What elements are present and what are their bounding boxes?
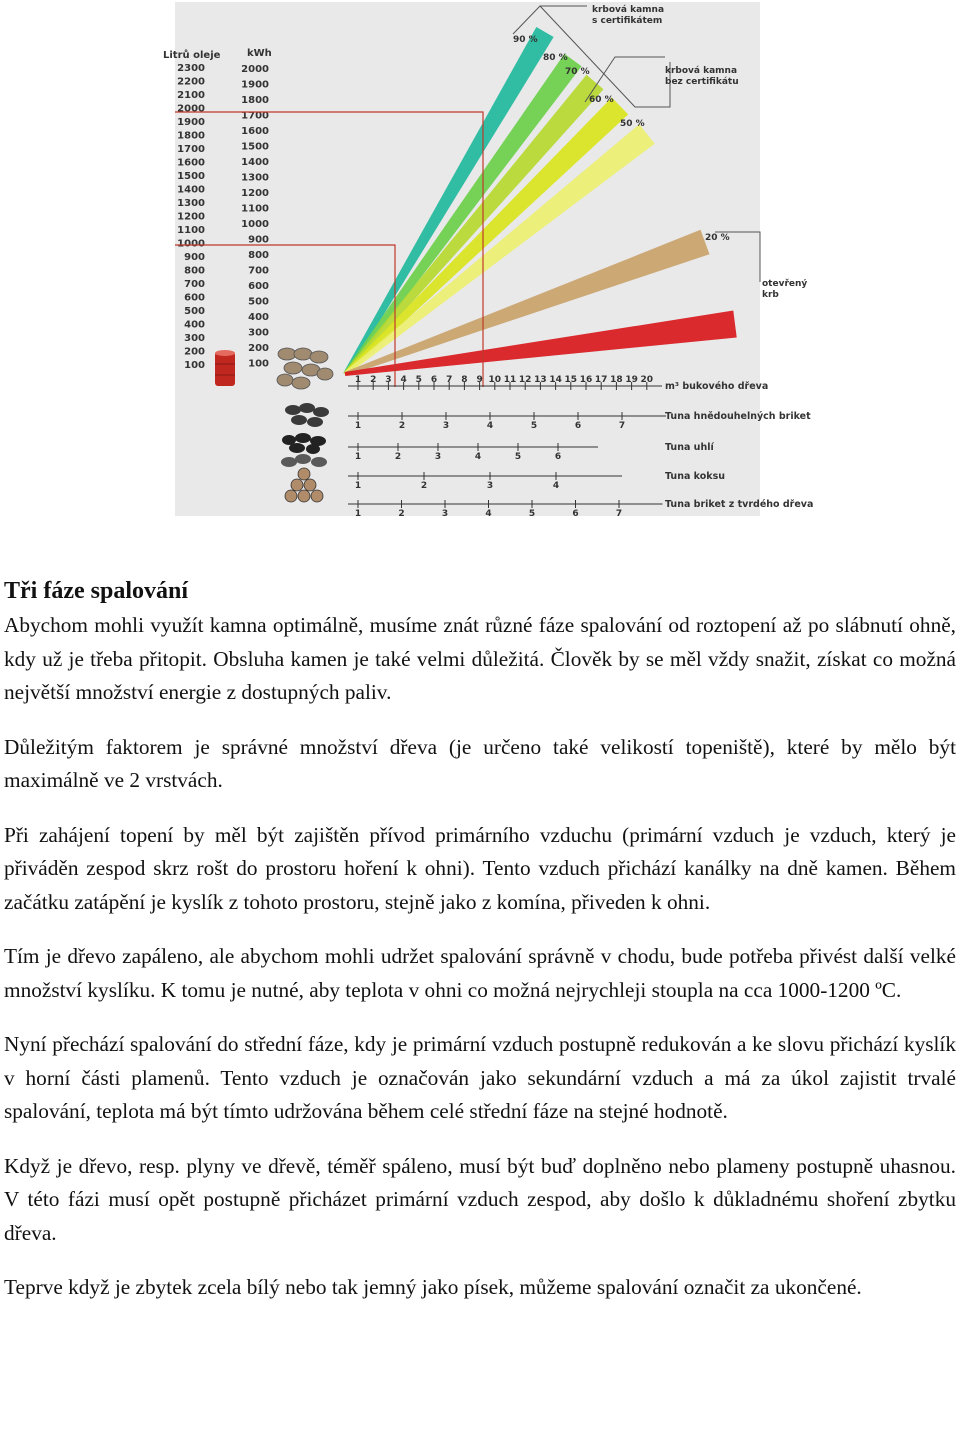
kwh-scale-tick: 100: [248, 358, 269, 370]
open-fireplace-label-line2: krb: [762, 290, 779, 300]
paragraph-1: Abychom mohli využít kamna optimálně, musíme znát různé fáze spalování od roztopení až po slábnutí ohně, kdy už je třeba přitopit. Obsluha kamen je také velmi důležitá. Člověk by se měl vždy snažit, získat co možná největší množství energie z dostupných paliv.: [4, 613, 956, 704]
fuel-row-tick-label: 1: [354, 509, 362, 519]
kwh-scale-tick: 1600: [241, 126, 269, 137]
oil-scale-tick: 1400: [177, 184, 205, 196]
kwh-scale-tick: 800: [248, 250, 269, 261]
paragraph-2: Důležitým faktorem je správné množství dřeva (je určeno také velikostí topeniště), které by mělo být maximálně ve 2 vrstvách.: [4, 734, 956, 792]
fuel-row-tick-label: 7: [615, 509, 623, 519]
oil-scale-tick: 500: [184, 306, 205, 317]
efficiency-percent-label: 90 %: [513, 35, 538, 45]
oil-scale-tick: 1800: [177, 130, 205, 142]
fuel-energy-figure: [163, 2, 815, 519]
oil-barrel-icon: [215, 350, 235, 386]
efficiency-percent-label: 60 %: [589, 95, 614, 105]
kwh-scale-tick: 1500: [241, 141, 269, 153]
fuel-row-label: Tuna hnědouhelných briket: [665, 411, 811, 422]
fuel-row-tick-label: 9: [476, 375, 483, 385]
fuel-row-tick-label: 6: [572, 509, 579, 519]
oil-scale-tick: 2100: [177, 90, 205, 101]
fuel-row-tick-label: 4: [474, 452, 482, 462]
fuel-energy-diagram: [163, 2, 815, 519]
oil-scale-tick: 2200: [177, 76, 205, 88]
fuel-row-tick-label: 2: [420, 481, 428, 491]
kwh-scale-tick: 1300: [241, 172, 269, 184]
fuel-row-tick-label: 4: [552, 481, 560, 491]
oil-scale-tick: 400: [184, 319, 205, 331]
paragraph-3: Při zahájení topení by měl být zajištěn přívod primárního vzduchu (primární vzduch je vzduch, který je přiváděn zespod skrz rošt do prostoru hoření k ohni). Tento vzduch přichází kanálky na dně kamen. Během začátku zatápění je kyslík z tohoto prostoru, stejně jako z komína, přiveden k ohni.: [4, 822, 956, 914]
fuel-row-label: Tuna koksu: [665, 471, 726, 482]
fuel-row-tick-label: 2: [370, 375, 377, 385]
paragraph-6: Když je dřevo, resp. plyny ve dřevě, téměř spáleno, musí být buď doplněno nebo plameny postupně uhasnou. V této fázi musí opět postupně přicházet primární vzduch zespod, aby došlo k důkladnému shoření zbytku dřeva.: [4, 1153, 956, 1245]
fuel-row-tick-label: 18: [610, 375, 623, 385]
efficiency-percent-label: 20 %: [705, 233, 730, 243]
fuel-row-tick-label: 1: [354, 421, 362, 431]
kwh-scale-tick: 600: [248, 281, 269, 292]
fuel-row-tick-label: 15: [564, 375, 578, 385]
oil-scale-tick: 1500: [177, 171, 205, 182]
fuel-row-tick-label: 14: [549, 375, 562, 385]
fuel-row-tick-label: 2: [398, 509, 405, 519]
open-fireplace-label-line1: otevřený: [762, 279, 808, 289]
oil-scale-tick: 800: [184, 265, 205, 277]
fuel-row-tick-label: 5: [514, 452, 522, 462]
fuel-row-tick-label: 6: [574, 421, 582, 431]
fuel-row-tick-label: 5: [530, 421, 538, 431]
fuel-row-tick-label: 4: [486, 421, 494, 431]
efficiency-percent-label: 50 %: [620, 119, 645, 129]
oil-scale-tick: 200: [184, 346, 205, 358]
kwh-scale-tick: 500: [248, 296, 269, 308]
article-heading: Tři fáze spalování: [4, 578, 188, 604]
oil-scale-tick: 1100: [177, 225, 205, 236]
fuel-row-tick-label: 20: [640, 375, 654, 385]
oil-scale-tick: 1000: [177, 238, 205, 250]
fuel-row-tick-label: 1: [354, 481, 362, 491]
fuel-row-tick-label: 6: [430, 375, 438, 385]
fuel-row-tick-label: 4: [400, 375, 407, 385]
paragraph-4: Tím je dřevo zapáleno, ale abychom mohli udržet spalování správně v chodu, bude potřeba přivést další velké množství kyslíku. K tomu je nutné, aby teplota v ohni co možná nejrychleji stoupla na cca 1000-1200 ºC.: [4, 944, 956, 1002]
article: [4, 575, 956, 1326]
oil-scale-tick: 600: [184, 292, 205, 304]
kwh-scale-tick: 900: [248, 234, 269, 246]
certified-label-line2: s certifikátem: [592, 16, 663, 26]
fuel-row-tick-label: 4: [485, 509, 492, 519]
kwh-scale-tick: 300: [248, 327, 269, 339]
fuel-row-tick-label: 5: [415, 375, 422, 385]
fuel-row-tick-label: 3: [486, 481, 494, 491]
kwh-scale-tick: 200: [248, 343, 269, 354]
oil-scale-tick: 1900: [177, 117, 205, 128]
efficiency-percent-label: 80 %: [543, 53, 568, 63]
oil-scale-tick: 1700: [177, 144, 205, 155]
paragraph-7: Teprve když je zbytek zcela bílý nebo tak jemný jako písek, můžeme spalování označit za ukončené.: [4, 1275, 862, 1299]
oil-scale-tick: 1300: [177, 198, 205, 209]
fuel-row-label: Tuna uhlí: [665, 442, 714, 453]
fuel-row-tick-label: 5: [528, 509, 536, 519]
kwh-scale-tick: 1400: [241, 157, 269, 168]
oil-scale-tick: 1600: [177, 157, 205, 169]
kwh-scale-tick: 1900: [241, 79, 269, 91]
kwh-scale-tick: 1800: [241, 95, 269, 106]
oil-scale-tick: 300: [184, 333, 205, 344]
efficiency-percent-label: 70 %: [565, 67, 590, 77]
kwh-scale-tick: 1700: [241, 110, 269, 122]
fuel-row-tick-label: 7: [446, 375, 453, 385]
fuel-row-tick-label: 7: [618, 421, 626, 431]
kwh-scale-tick: 700: [248, 265, 269, 277]
oil-scale-tick: 100: [184, 360, 205, 371]
kwh-scale-tick: 1000: [241, 219, 269, 230]
fuel-row-label: Tuna briket z tvrdého dřeva: [665, 499, 814, 510]
fuel-row-tick-label: 12: [518, 375, 532, 385]
fuel-row-tick-label: 1: [354, 452, 362, 462]
fuel-row-tick-label: 8: [461, 375, 468, 385]
fuel-row-tick-label: 6: [554, 452, 562, 462]
fuel-row-tick-label: 17: [594, 375, 608, 385]
oil-scale-header: Litrů oleje: [163, 50, 221, 61]
oil-scale-tick: 900: [184, 252, 205, 263]
fuel-row-tick-label: 1: [354, 375, 362, 385]
uncertified-label-line2: bez certifikátu: [665, 77, 739, 87]
fuel-row-tick-label: 2: [394, 452, 402, 462]
kwh-scale-tick: 2000: [241, 64, 269, 75]
fuel-row-label: m³ bukového dřeva: [665, 381, 769, 392]
fuel-row-tick-label: 3: [385, 375, 392, 385]
kwh-scale-tick: 400: [248, 312, 269, 323]
oil-scale-tick: 1200: [177, 211, 205, 223]
fuel-row-tick-label: 13: [534, 375, 547, 385]
fuel-row-tick-label: 16: [579, 375, 593, 385]
fuel-row-tick-label: 10: [488, 375, 502, 385]
oil-scale-tick: 2300: [177, 63, 205, 74]
certified-label-line1: krbová kamna: [592, 5, 665, 15]
fuel-row-tick-label: 2: [398, 421, 406, 431]
oil-scale-tick: 700: [184, 279, 205, 290]
oil-scale-tick: 2000: [177, 103, 205, 115]
kwh-scale-tick: 1100: [241, 203, 269, 215]
fuel-row-tick-label: 3: [441, 509, 449, 519]
uncertified-label-line1: krbová kamna: [665, 66, 738, 76]
fuel-row-tick-label: 19: [625, 375, 638, 385]
kwh-scale-tick: 1200: [241, 188, 269, 199]
paragraph-5: Nyní přechází spalování do střední fáze, kdy je primární vzduch postupně redukován a ke slovu přichází kyslík v horní části plamenů. Tento vzduch je označován jako sekundární vzduch a má za úkol zajistit trvalé spalování, teplota má být tímto udržována během celé střední fáze na stejné hodnotě.: [4, 1032, 956, 1123]
fuel-row-tick-label: 3: [442, 421, 450, 431]
fuel-row-tick-label: 3: [434, 452, 442, 462]
fuel-row-tick-label: 11: [503, 375, 517, 385]
kwh-scale-header: kWh: [247, 48, 272, 59]
